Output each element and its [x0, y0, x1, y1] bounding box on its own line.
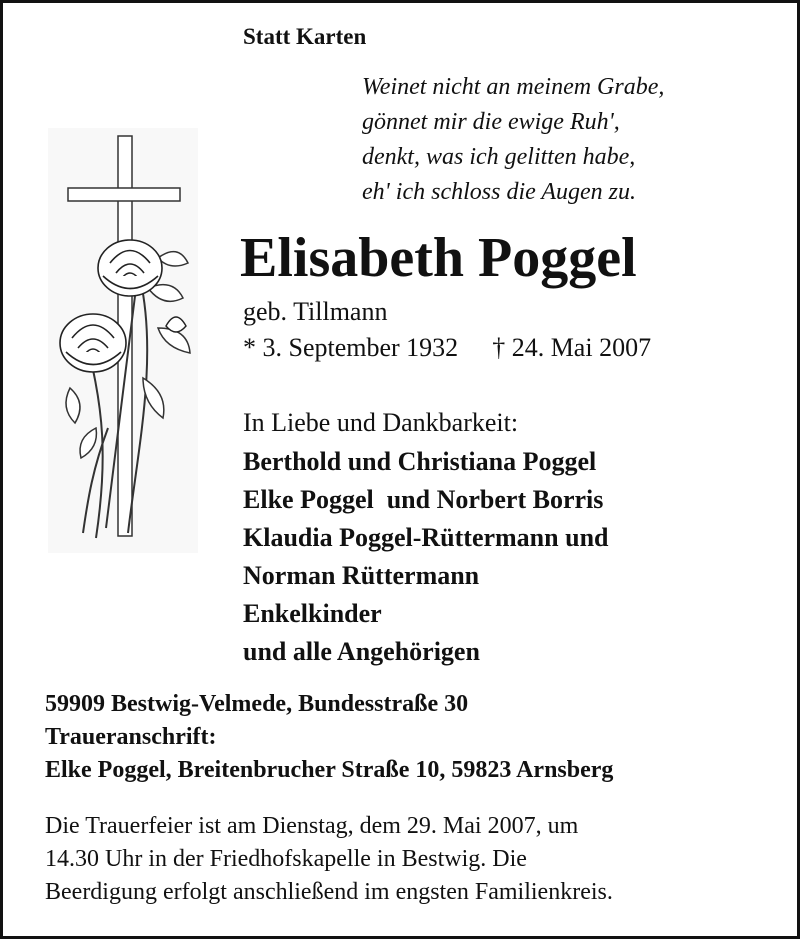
mourners-intro: In Liebe und Dankbarkeit: [243, 408, 519, 437]
verse-line: gönnet mir die ewige Ruh', [362, 109, 620, 135]
mourner-line: Enkelkinder [243, 599, 382, 628]
cross-with-roses-icon [48, 128, 208, 558]
death-date: † 24. Mai 2007 [492, 333, 652, 362]
birth-date: * 3. September 1932 [243, 333, 459, 362]
mourner-line: Berthold und Christiana Poggel [243, 447, 597, 476]
deceased-name: Elisabeth Poggel [240, 227, 637, 289]
mourner-line: und alle Angehörigen [243, 637, 480, 666]
notice-line: Die Trauerfeier ist am Dienstag, dem 29. Mai 2007, um [45, 813, 579, 839]
mourner-line: Norman Rüttermann [243, 561, 480, 590]
notice-line: Beerdigung erfolgt anschließend im engsten Familienkreis. [45, 879, 613, 905]
mourners-list [243, 443, 609, 671]
funeral-notice [45, 810, 613, 909]
notice-line: 14.30 Uhr in der Friedhofskapelle in Bestwig. Die [45, 846, 527, 872]
mourner-line: Klaudia Poggel-Rüttermann und [243, 523, 609, 552]
mourner-line: Elke Poggel und Norbert Borris [243, 485, 604, 514]
verse-line: denkt, was ich gelitten habe, [362, 144, 636, 170]
verse-line: eh' ich schloss die Augen zu. [362, 179, 636, 205]
address-line: 59909 Bestwig-Velmede, Bundesstraße 30 [45, 691, 469, 717]
verse-line: Weinet nicht an meinem Grabe, [362, 74, 665, 100]
address-line: Traueranschrift: [45, 724, 217, 750]
verse [362, 70, 664, 210]
life-dates [243, 333, 651, 363]
header-text: Statt Karten [243, 24, 367, 49]
address-line: Elke Poggel, Breitenbrucher Straße 10, 59823 Arnsberg [45, 757, 614, 783]
address-block [45, 688, 613, 787]
birth-name: geb. Tillmann [243, 297, 388, 326]
